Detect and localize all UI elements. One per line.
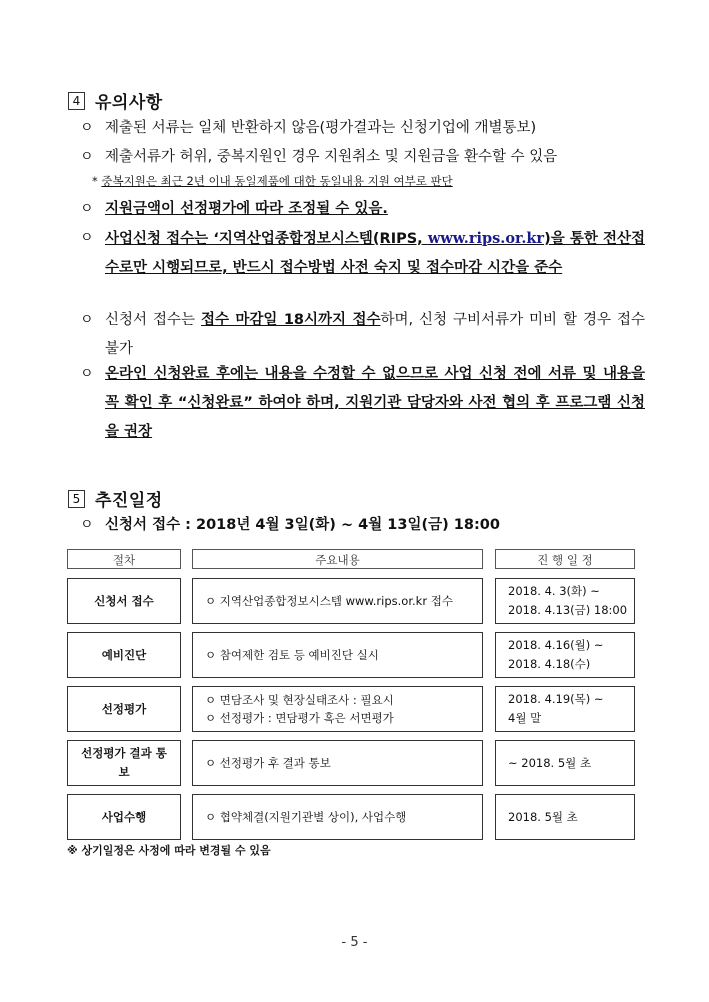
note-item: * 중복지원은 최근 2년 이내 동일제품에 대한 동일내용 지원 여부로 판단 [92,174,453,188]
schedule-table [67,549,635,840]
list-item: ㅇ 사업신청 접수는 ‘지역산업종합정보시스템(RIPS, www.rips.or.kr)을 통한 전산접수로만 시행되므로, 반드시 접수방법 사전 숙지 및 접수마감 시간을 준수 [80,230,645,276]
list-item: ㅇ 제출된 서류는 일체 반환하지 않음(평가결과는 신청기업에 개별통보) [80,120,537,136]
rips-url-link[interactable]: www.rips.or.kr [427,230,545,247]
table-row: 사업수행 ㅇ 협약체결(지원기관별 상이), 사업수행 2018. 5월 초 [67,794,635,840]
section-5-heading [68,486,163,511]
table-row: 예비진단 ㅇ 참여제한 검토 등 예비진단 실시 2018. 4.16(월) ~ 2018. 4.18(수) [67,632,635,678]
section-number-box: 5 [68,490,85,508]
page-number: - 5 - [341,935,368,950]
table-row: 선정평가 ㅇ 면담조사 및 현장실태조사 : 필요시 ㅇ 선정평가 : 면담평가 혹은 서면평가 2018. 4.19(목) ~ 4월 말 [67,686,635,732]
table-header: 진 행 일 정 [495,549,635,569]
section-title: 유의사항 [95,93,163,113]
list-item: ㅇ 신청서 접수는 접수 마감일 18시까지 접수하며, 신청 구비서류가 미비 할 경우 접수 불가 [80,312,645,357]
section-number-box: 4 [68,92,85,110]
list-item: ㅇ 제출서류가 허위, 중복지원인 경우 지원취소 및 지원금을 환수할 수 있음 [80,149,558,165]
list-item: ㅇ 신청서 접수 : 2018년 4월 3일(화) ~ 4월 13일(금) 18:00 [80,517,500,533]
list-item: ㅇ 지원금액이 선정평가에 따라 조정될 수 있음. [80,201,388,217]
section-4-heading [68,88,163,113]
table-header: 주요내용 [192,549,483,569]
table-row: 신청서 접수 ㅇ 지역산업종합정보시스템 www.rips.or.kr 접수 2018. 4. 3(화) ~ 2018. 4.13(금) 18:00 [67,578,635,624]
table-header: 절차 [67,549,181,569]
section-title: 추진일정 [95,491,163,511]
schedule-footnote: ※ 상기일정은 사정에 따라 변경될 수 있음 [67,844,271,857]
table-row: 선정평가 결과 통보 ㅇ 선정평가 후 결과 통보 ~ 2018. 5월 초 [67,740,635,786]
list-item: ㅇ 온라인 신청완료 후에는 내용을 수정할 수 없으므로 사업 신청 전에 서류 및 내용을 꼭 확인 후 “신청완료” 하여야 하며, 지원기관 담당자와 사전 협의 후 프로그램 신청을 권장 [80,366,645,440]
